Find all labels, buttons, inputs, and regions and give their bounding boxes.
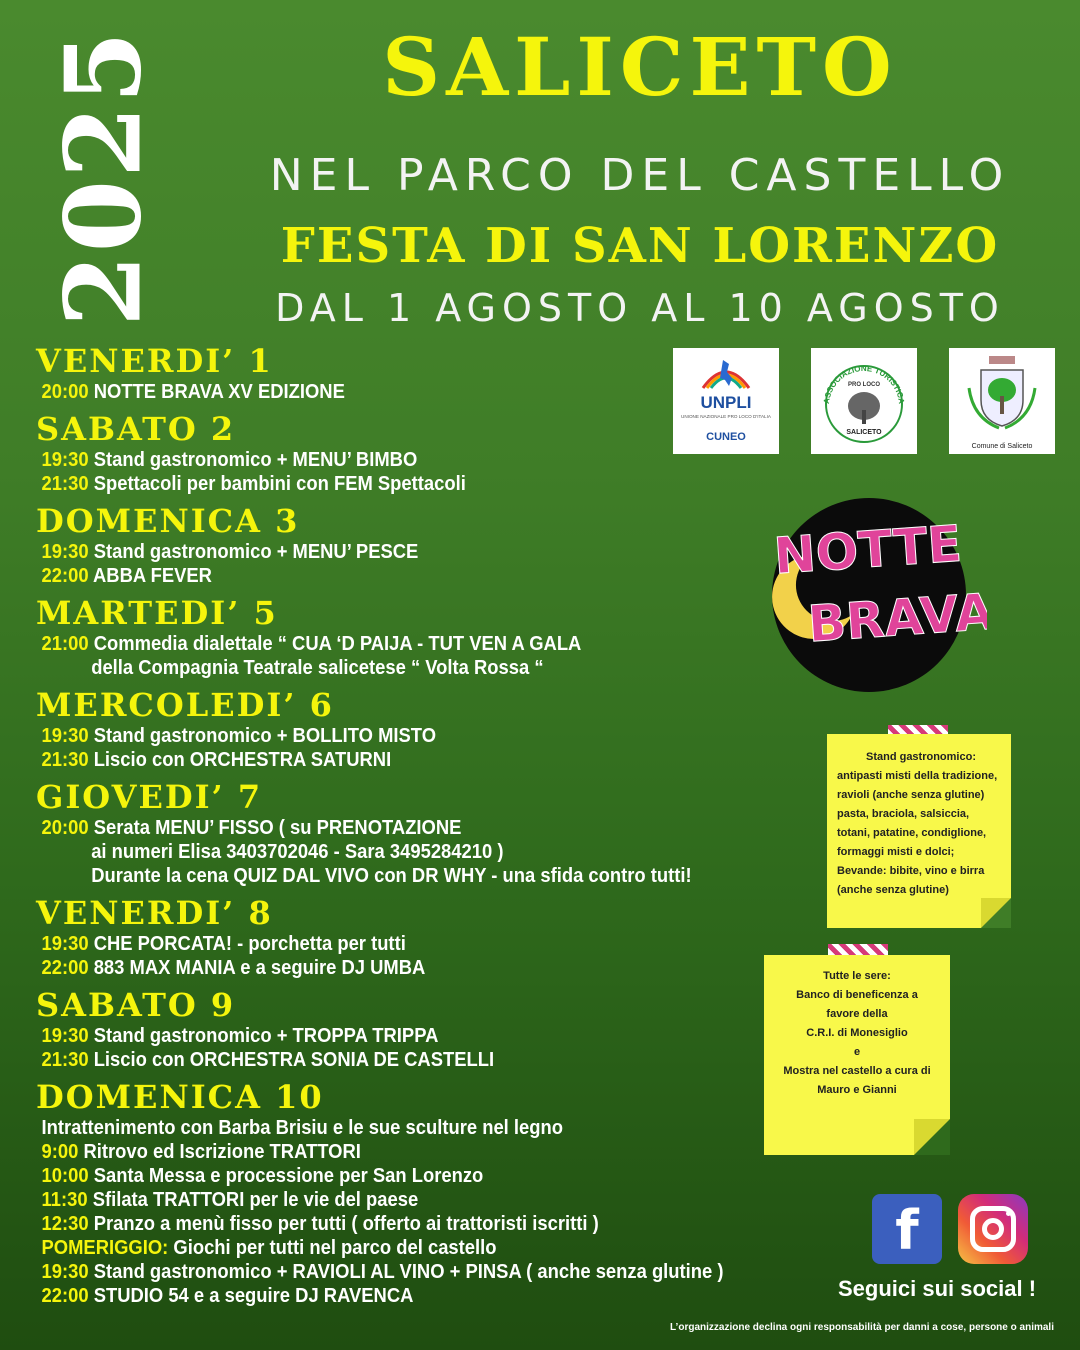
event-row [36,1188,735,1212]
event-text: Serata MENU’ FISSO ( su PRENOTAZIONE [88,817,462,839]
event-text: Stand gastronomico + TROPPA TRIPPA [88,1025,439,1047]
event-row [36,1236,735,1260]
event-row [36,1024,735,1048]
event-time: 21:00 [41,633,89,655]
event-time: 22:00 [41,957,89,979]
event-text: Stand gastronomico + BOLLITO MISTO [88,725,437,747]
event-text: ABBA FEVER [88,565,212,587]
event-time: 20:00 [41,381,89,403]
event-text: Pranzo a menù fisso per tutti ( offerto ai trattoristi iscritti ) [88,1213,599,1235]
note-line: Mostra nel castello a cura di [783,1065,931,1077]
event-row [36,1260,735,1284]
event-time: 21:30 [41,473,89,495]
event-time: 19:30 [41,933,89,955]
event-row [36,816,735,840]
day-heading: GIOVEDI’ 7 [36,778,263,816]
svg-text:NOTTE: NOTTE [772,514,964,586]
page-curl [914,1119,950,1155]
event-row [36,1212,735,1236]
instagram-icon[interactable] [958,1194,1028,1264]
notte-brava-logo [752,495,987,695]
event-text: 883 MAX MANIA e a seguire DJ UMBA [88,957,426,979]
follow-social-text: Seguici sui social ! [838,1276,1037,1301]
event-row [36,1140,735,1164]
note-line: formaggi misti e dolci; [837,846,955,858]
social-icons [870,1194,1040,1264]
day-heading: SABATO 2 [36,410,236,448]
food-note-heading: Stand gastronomico: [865,751,976,763]
event-text: Sfilata TRATTORI per le vie del paese [87,1189,419,1211]
event-text: STUDIO 54 e a seguire DJ RAVENCA [88,1285,414,1307]
event-row [36,840,735,864]
schedule [36,342,796,1314]
food-note [827,734,1011,928]
day-heading: MERCOLEDI’ 6 [36,686,334,724]
event-row [36,1048,735,1072]
day-heading: VENERDI’ 8 [36,894,273,932]
event-row [36,564,735,588]
event-row [36,748,735,772]
svg-text:PRO LOCO: PRO LOCO [847,382,881,388]
event-row [36,472,735,496]
svg-text:ASSOCIAZIONE TURISTICA: ASSOCIAZIONE TURISTICA [821,363,907,405]
event-text: della Compagnia Teatrale salicetese “ Volta Rossa “ [91,657,544,679]
sponsor-logos [673,348,1053,454]
event-text: CHE PORCATA! - porchetta per tutti [88,933,406,955]
note-line: e [853,1046,861,1058]
event-text: Giochi per tutti nel parco del castello [168,1237,497,1259]
svg-text:CUNEO: CUNEO [706,431,746,443]
event-row [36,1284,735,1308]
event-time: 10:00 [41,1165,89,1187]
event-time: 19:30 [41,1261,89,1283]
day-heading: VENERDI’ 1 [36,342,273,380]
event-time: 9:00 [41,1141,79,1163]
note-line: (anche senza glutine) [837,884,949,896]
unpli-logo [673,348,779,454]
note-line: pasta, braciola, salsiccia, [837,808,970,820]
svg-text:Comune di Saliceto: Comune di Saliceto [971,443,1033,450]
event-row [36,932,735,956]
note-line: C.R.I. di Monesiglio [806,1027,908,1039]
disclaimer: L’organizzazione declina ogni responsabilità per danni a cose, persone o animali [670,1322,1054,1333]
event-time: POMERIGGIO: [41,1237,169,1259]
event-row [36,1164,735,1188]
note-line: Bevande: bibite, vino e birra [837,865,985,877]
event-time: 22:00 [41,1285,89,1307]
event-text: Santa Messa e processione per San Lorenzo [88,1165,484,1187]
svg-text:SALICETO: SALICETO [846,429,882,436]
svg-text:BRAVA: BRAVA [806,582,987,654]
day-heading: MARTEDI’ 5 [36,594,278,632]
note-line: Banco di beneficenza a [796,989,918,1001]
event-text: ai numeri Elisa 3403702046 - Sara 3495284210 ) [91,841,504,863]
note-line: favore della [826,1008,888,1020]
svg-text:UNPLI: UNPLI [700,393,752,412]
event-text: Stand gastronomico + MENU’ BIMBO [88,449,418,471]
day-heading: SABATO 9 [36,986,236,1024]
event-time: 19:30 [41,541,89,563]
event-time: 21:30 [41,749,89,771]
note-line: ravioli (anche senza glutine) [837,789,985,801]
event-time: 22:00 [41,565,89,587]
event-text: Stand gastronomico + RAVIOLI AL VINO + PINSA ( anche senza glutine ) [88,1261,724,1283]
event-row [36,656,735,680]
event-text: Intrattenimento con Barba Brisiu e le sue sculture nel legno [41,1117,563,1139]
evenings-note [764,955,950,1155]
event-text: Stand gastronomico + MENU’ PESCE [88,541,419,563]
event-time: 19:30 [41,1025,89,1047]
event-row [36,864,735,888]
event-time: 19:30 [41,449,89,471]
event-time: 11:30 [41,1189,88,1211]
event-text: Spettacoli per bambini con FEM Spettacoli [88,473,466,495]
note-line: antipasti misti della tradizione, [837,770,998,782]
event-row [36,956,735,980]
event-text: NOTTE BRAVA XV EDIZIONE [88,381,345,403]
event-text: Ritrovo ed Iscrizione TRATTORI [78,1141,361,1163]
event-row [36,448,735,472]
event-row [36,1116,735,1140]
day-heading: DOMENICA 3 [36,502,300,540]
note-line: Mauro e Gianni [817,1084,897,1096]
event-text: Durante la cena QUIZ DAL VIVO con DR WHY - una sfida contro tutti! [91,865,692,887]
page-curl [981,898,1011,928]
event-row [36,724,735,748]
day-heading: DOMENICA 10 [36,1078,324,1116]
facebook-icon[interactable]: f [872,1194,942,1264]
venue-subtitle: NEL PARCO DEL CASTELLO [269,150,1011,201]
dates-subtitle: DAL 1 AGOSTO AL 10 AGOSTO [275,286,1005,330]
proloco-logo [811,348,917,454]
note-line: Tutte le sere: [823,970,891,982]
event-text: Commedia dialettale “ CUA ‘D PAIJA - TUT VEN A GALA [88,633,582,655]
town-title: SALICETO [382,20,898,114]
comune-logo [949,348,1055,454]
year-vertical: 2025 [41,29,165,327]
event-time: 19:30 [41,725,89,747]
event-row [36,380,735,404]
event-time: 20:00 [41,817,89,839]
event-time: 12:30 [41,1213,89,1235]
event-row [36,540,735,564]
event-title: FESTA DI SAN LORENZO [280,218,1000,274]
note-line: totani, patatine, condiglione, [837,827,987,839]
event-row [36,632,735,656]
event-text: Liscio con ORCHESTRA SONIA DE CASTELLI [88,1049,495,1071]
svg-text:UNIONE NAZIONALE PRO LOCO D'IT: UNIONE NAZIONALE PRO LOCO D'ITALIA [681,414,771,419]
event-time: 21:30 [41,1049,89,1071]
event-text: Liscio con ORCHESTRA SATURNI [88,749,392,771]
